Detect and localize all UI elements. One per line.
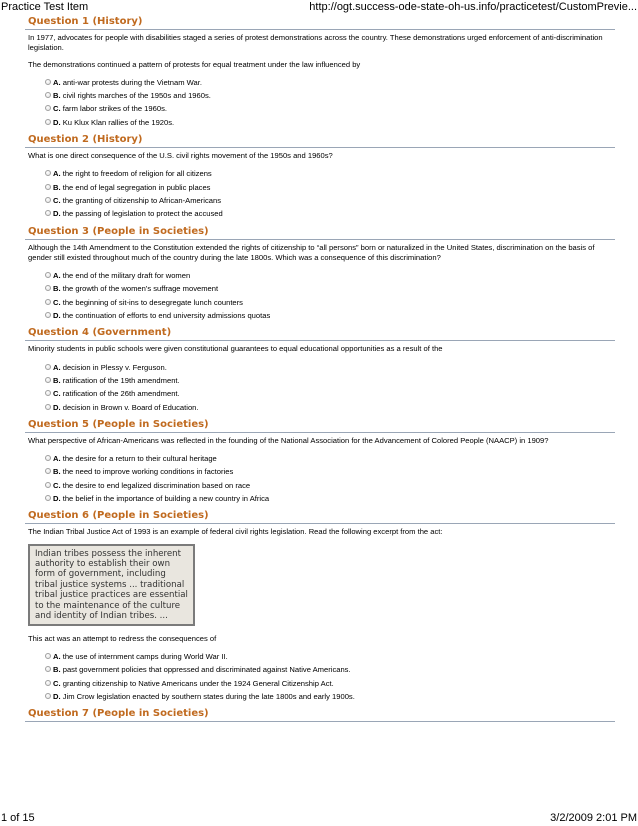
answer-option-b[interactable] <box>25 89 615 102</box>
excerpt-line: Indian tribes possess the inherent <box>35 548 182 559</box>
answer-option-d[interactable] <box>25 116 615 129</box>
question-heading: Question 7 (People in Societies) <box>25 708 615 722</box>
option-letter: D. <box>53 117 61 127</box>
excerpt-line: authority to establish their own <box>35 559 171 570</box>
answer-option-d[interactable] <box>25 309 615 322</box>
option-letter: D. <box>53 691 61 701</box>
option-letter: C. <box>53 389 61 399</box>
option-text: past government policies that oppressed and discriminated against Native Americans. <box>62 665 351 675</box>
radio-button[interactable] <box>45 210 51 216</box>
question-heading: Question 1 (History) <box>25 16 615 30</box>
option-letter: B. <box>53 91 61 101</box>
print-header <box>0 0 638 14</box>
question-prompt: The demonstrations continued a pattern of protests for equal treatment under the law influenced by <box>28 59 361 69</box>
radio-button[interactable] <box>45 184 51 190</box>
option-letter: A. <box>53 651 61 661</box>
answer-option-a[interactable] <box>25 452 615 465</box>
option-text: decision in Plessy v. Ferguson. <box>62 362 167 372</box>
option-letter: A. <box>53 169 61 179</box>
option-text: ratification of the 19th amendment. <box>62 375 180 385</box>
option-text: the end of legal segregation in public places <box>62 182 211 192</box>
question-heading: Question 4 (Government) <box>25 327 615 341</box>
print-datetime: 3/2/2009 2:01 PM <box>550 812 637 824</box>
option-letter: C. <box>53 195 61 205</box>
page-title: Practice Test Item <box>1 1 89 13</box>
answer-option-c[interactable] <box>25 296 615 309</box>
page-url: http://ogt.success-ode-state-oh-us.info/practicetest/CustomPrevie... <box>309 1 637 13</box>
radio-button[interactable] <box>45 404 51 410</box>
option-text: the belief in the importance of building a new country in Africa <box>62 494 270 504</box>
question-7 <box>25 708 615 722</box>
option-text: ratification of the 26th amendment. <box>62 389 180 399</box>
answer-option-b[interactable] <box>25 663 615 676</box>
question-stem: The Indian Tribal Justice Act of 1993 is an example of federal civil rights legislation. Read the following excerpt from the act: <box>28 527 443 537</box>
answer-option-a[interactable] <box>25 167 615 180</box>
answer-option-b[interactable] <box>25 181 615 194</box>
option-letter: B. <box>53 284 61 294</box>
question-stem: Minority students in public schools were given constitutional guarantees to equal educational opportunities as a result of the <box>28 344 443 354</box>
option-letter: B. <box>53 182 61 192</box>
option-letter: A. <box>53 454 61 464</box>
question-2 <box>25 134 615 220</box>
answer-option-d[interactable] <box>25 492 615 505</box>
excerpt-line: tribal justice systems ... traditional <box>35 579 185 590</box>
radio-button[interactable] <box>45 105 51 111</box>
question-heading: Question 5 (People in Societies) <box>25 419 615 433</box>
radio-button[interactable] <box>45 482 51 488</box>
radio-button[interactable] <box>45 285 51 291</box>
answer-option-a[interactable] <box>25 269 615 282</box>
option-text: the granting of citizenship to African-Americans <box>62 195 222 205</box>
radio-button[interactable] <box>45 455 51 461</box>
answer-option-b[interactable] <box>25 465 615 478</box>
option-text: the need to improve working conditions in factories <box>62 467 234 477</box>
radio-button[interactable] <box>45 197 51 203</box>
option-text: civil rights marches of the 1950s and 1960s. <box>62 91 211 101</box>
option-text: the right to freedom of religion for all citizens <box>62 169 212 179</box>
radio-button[interactable] <box>45 92 51 98</box>
answer-option-a[interactable] <box>25 650 615 663</box>
option-letter: A. <box>53 362 61 372</box>
answer-option-a[interactable] <box>25 361 615 374</box>
option-text: the desire for a return to their cultural heritage <box>62 454 217 464</box>
excerpt-line: and identity of Indian tribes. ... <box>35 611 168 622</box>
option-text: the beginning of sit-ins to desegregate lunch counters <box>62 297 243 307</box>
radio-button[interactable] <box>45 377 51 383</box>
radio-button[interactable] <box>45 653 51 659</box>
option-text: granting citizenship to Native Americans under the 1924 General Citizenship Act. <box>62 678 334 688</box>
excerpt-line: to the maintenance of the culture <box>35 600 181 611</box>
radio-button[interactable] <box>45 299 51 305</box>
answer-option-c[interactable] <box>25 387 615 400</box>
answer-option-d[interactable] <box>25 207 615 220</box>
question-stem: What is one direct consequence of the U.S. civil rights movement of the 1950s and 1960s? <box>28 151 333 161</box>
excerpt-line: form of government, including <box>35 569 166 580</box>
radio-button[interactable] <box>45 666 51 672</box>
option-text: the passing of legislation to protect the accused <box>62 209 223 219</box>
radio-button[interactable] <box>45 693 51 699</box>
test-content <box>25 16 615 725</box>
radio-button[interactable] <box>45 79 51 85</box>
question-heading: Question 6 (People in Societies) <box>25 510 615 524</box>
option-letter: D. <box>53 494 61 504</box>
option-letter: D. <box>53 311 61 321</box>
option-text: anti-war protests during the Vietnam War. <box>62 77 203 87</box>
question-stem: In 1977, advocates for people with disabilities staged a series of protest demonstrations across the country. These demonstrations urged enforcement of anti-discrimination legislation. <box>28 33 603 53</box>
question-heading: Question 3 (People in Societies) <box>25 226 615 240</box>
answer-option-c[interactable] <box>25 194 615 207</box>
radio-button[interactable] <box>45 170 51 176</box>
option-text: farm labor strikes of the 1960s. <box>62 104 167 114</box>
option-letter: A. <box>53 271 61 281</box>
answer-option-c[interactable] <box>25 479 615 492</box>
question-stem: Although the 14th Amendment to the Constitution extended the rights of citizenship to “all persons” born or naturalized in the United States, discrimination on the basis of gender still existed throughout much of the country during the late 1800s. Which was a consequence of this discrimination? <box>28 242 595 262</box>
option-letter: B. <box>53 467 61 477</box>
question-heading: Question 2 (History) <box>25 134 615 148</box>
option-letter: B. <box>53 375 61 385</box>
option-text: Ku Klux Klan rallies of the 1920s. <box>62 117 175 127</box>
option-letter: C. <box>53 678 61 688</box>
radio-button[interactable] <box>45 312 51 318</box>
option-text: the continuation of efforts to end university admissions quotas <box>62 311 271 321</box>
question-4 <box>25 327 615 413</box>
option-text: the end of the military draft for women <box>62 271 191 281</box>
radio-button[interactable] <box>45 390 51 396</box>
option-text: decision in Brown v. Board of Education. <box>62 402 199 412</box>
option-letter: D. <box>53 402 61 412</box>
option-letter: A. <box>53 77 61 87</box>
question-stem: What perspective of African-Americans was reflected in the founding of the National Association for the Advancement of Colored People (NAACP) in 1909? <box>28 435 549 445</box>
excerpt-image <box>28 544 195 626</box>
option-letter: D. <box>53 209 61 219</box>
question-5 <box>25 419 615 505</box>
answer-option-d[interactable] <box>25 690 615 703</box>
radio-button[interactable] <box>45 495 51 501</box>
question-prompt: This act was an attempt to redress the consequences of <box>28 633 217 643</box>
radio-button[interactable] <box>45 364 51 370</box>
option-letter: C. <box>53 104 61 114</box>
radio-button[interactable] <box>45 680 51 686</box>
answer-option-b[interactable] <box>25 374 615 387</box>
answer-option-c[interactable] <box>25 677 615 690</box>
radio-button[interactable] <box>45 119 51 125</box>
option-text: the growth of the women's suffrage movement <box>62 284 219 294</box>
question-3 <box>25 226 615 323</box>
answer-option-c[interactable] <box>25 102 615 115</box>
answer-option-d[interactable] <box>25 401 615 414</box>
option-letter: C. <box>53 297 61 307</box>
option-text: Jim Crow legislation enacted by southern states during the late 1800s and early 1900s. <box>62 691 355 701</box>
question-6 <box>25 510 615 703</box>
radio-button[interactable] <box>45 468 51 474</box>
print-footer <box>0 812 638 826</box>
answer-option-a[interactable] <box>25 76 615 89</box>
page-number: 1 of 15 <box>1 812 35 824</box>
option-text: the use of internment camps during World War II. <box>62 651 228 661</box>
question-1 <box>25 16 615 129</box>
option-letter: B. <box>53 665 61 675</box>
excerpt-line: tribal justice practices are essential <box>35 590 188 601</box>
option-letter: C. <box>53 480 61 490</box>
radio-button[interactable] <box>45 272 51 278</box>
answer-option-b[interactable] <box>25 282 615 295</box>
option-text: the desire to end legalized discrimination based on race <box>62 480 251 490</box>
